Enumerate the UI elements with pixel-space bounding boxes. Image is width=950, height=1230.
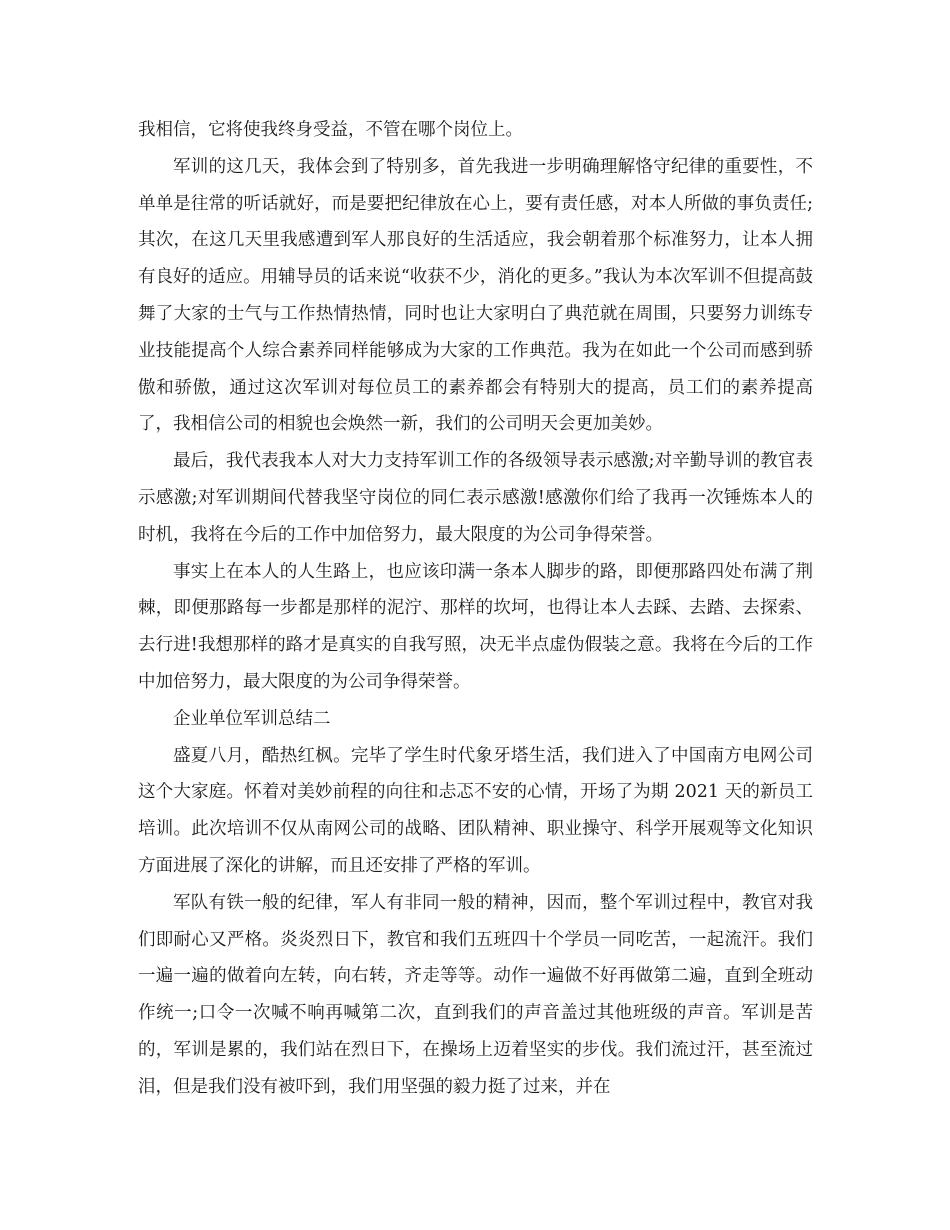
document-body	[138, 112, 813, 1106]
paragraph-training-reflection: 军训的这几天，我体会到了特别多，首先我进一步明确理解恪守纪律的重要性，不单单是往常的听话就好，而是要把纪律放在心上，要有责任感，对本人所做的事负责任;其次，在这几天里我感遭到军人那良好的生活适应，我会朝着那个标准努力，让本人拥有良好的适应。用辅导员的话来说“收获不少，消化的更多。”我认为本次军训不但提高鼓舞了大家的士气与工作热情热情，同时也让大家明白了典范就在周围，只要努力训练专业技能提高个人综合素养同样能够成为大家的工作典范。我为在如此一个公司而感到骄傲和骄傲，通过这次军训对每位员工的素养都会有特别大的提高，员工们的素养提高了，我相信公司的相貌也会焕然一新，我们的公司明天会更加美妙。	[138, 156, 813, 435]
paragraph-thanks: 最后，我代表我本人对大力支持军训工作的各级领导表示感激;对辛勤导训的教官表示感激;对军训期间代替我坚守岗位的同仁表示感激!感激你们给了我再一次锤炼本人的时机，我将在今后的工作中加倍努力，最大限度的为公司争得荣誉。	[138, 451, 813, 545]
paragraph-military-discipline: 军队有铁一般的纪律，军人有非同一般的精神，因而，整个军训过程中，教官对我们即耐心又严格。炎炎烈日下，教官和我们五班四十个学员一同吃苦，一起流汗。我们一遍一遍的做着向左转，向右转，齐走等等。动作一遍做不好再做第二遍，直到全班动作统一;口令一次喊不响再喊第二次，直到我们的声音盖过其他班级的声音。军训是苦的，军训是累的，我们站在烈日下，在操场上迈着坚实的步伐。我们流过汗，甚至流过泪，但是我们没有被吓到，我们用坚强的毅力挺了过来，并在	[138, 892, 813, 1097]
section-heading: 企业单位军训总结二	[173, 708, 331, 729]
paragraph-summer-intro: 盛夏八月，酷热红枫。完毕了学生时代象牙塔生活，我们进入了中国南方电网公司这个大家庭。怀着对美妙前程的向往和忐忑不安的心情，开场了为期 2021 天的新员工培训。此次培训不仅从南网公司的战略、团队精神、职业操守、科学开展观等文化知识方面进展了深化的讲解，而且还安排了严格的军训。	[138, 745, 813, 876]
paragraph-continuation: 我相信，它将使我终身受益，不管在哪个岗位上。	[138, 120, 523, 140]
paragraph-life-path: 事实上在本人的人生路上，也应该印满一条本人脚步的路，即便那路四处布满了荆棘，即便那路每一步都是那样的泥泞、那样的坎坷，也得让本人去踩、去踏、去探索、去行进!我想那样的路才是真实的自我写照，决无半点虚伪假装之意。我将在今后的工作中加倍努力，最大限度的为公司争得荣誉。	[138, 561, 813, 692]
